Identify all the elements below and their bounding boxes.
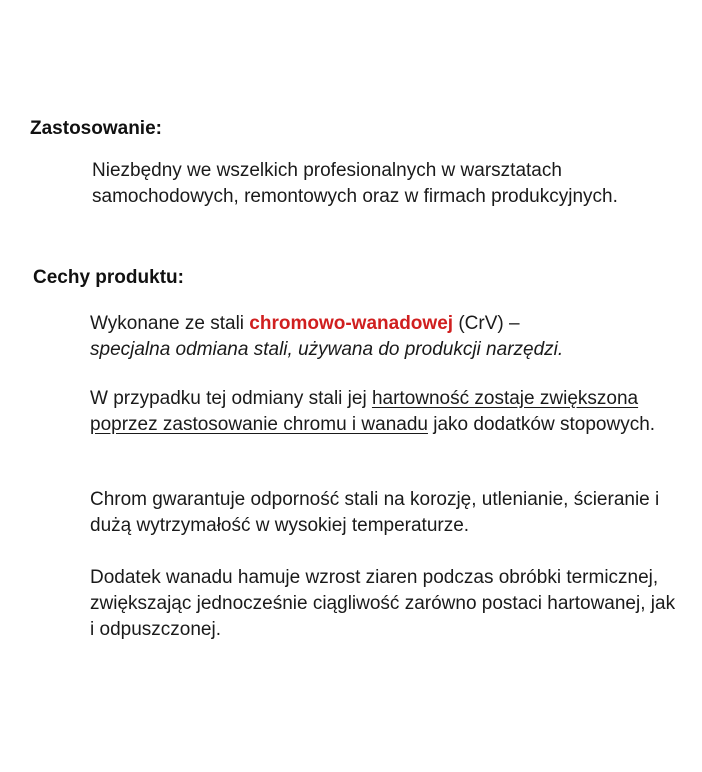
material-italic-note: specjalna odmiana stali, używana do produkcji narzędzi. — [90, 339, 564, 360]
feature-paragraph-vanadium: Dodatek wanadu hamuje wzrost ziaren podczas obróbki termicznej, zwiększając jednocześnie ciągliwość zarówno postaci hartowanej, jak i odpuszczonej. — [90, 567, 676, 640]
feature-paragraph-chromium: Chrom gwarantuje odporność stali na korozję, utlenianie, ścieranie i dużą wytrzymałość w wysokiej temperaturze. — [90, 489, 660, 536]
hardenability-text-after: jako dodatków stopowych. — [427, 414, 656, 435]
feature-paragraph-hardenability — [90, 386, 670, 438]
application-heading: Zastosowanie: — [30, 118, 162, 139]
feature-paragraph-material — [90, 311, 680, 363]
hardenability-underlined: hartowność zostaje zwiększona poprzez zastosowanie chromu i wanadu — [90, 388, 639, 435]
material-highlight: chromowo-wanadowej — [249, 313, 454, 334]
features-heading: Cechy produktu: — [33, 267, 184, 288]
material-text-before: Wykonane ze stali — [90, 313, 250, 334]
hardenability-text-before: W przypadku tej odmiany stali jej — [90, 388, 372, 409]
application-text: Niezbędny we wszelkich profesionalnych w warsztatach samochodowych, remontowych oraz w firmach produkcyjnych. — [92, 160, 618, 207]
material-text-after: (CrV) – — [453, 313, 520, 334]
